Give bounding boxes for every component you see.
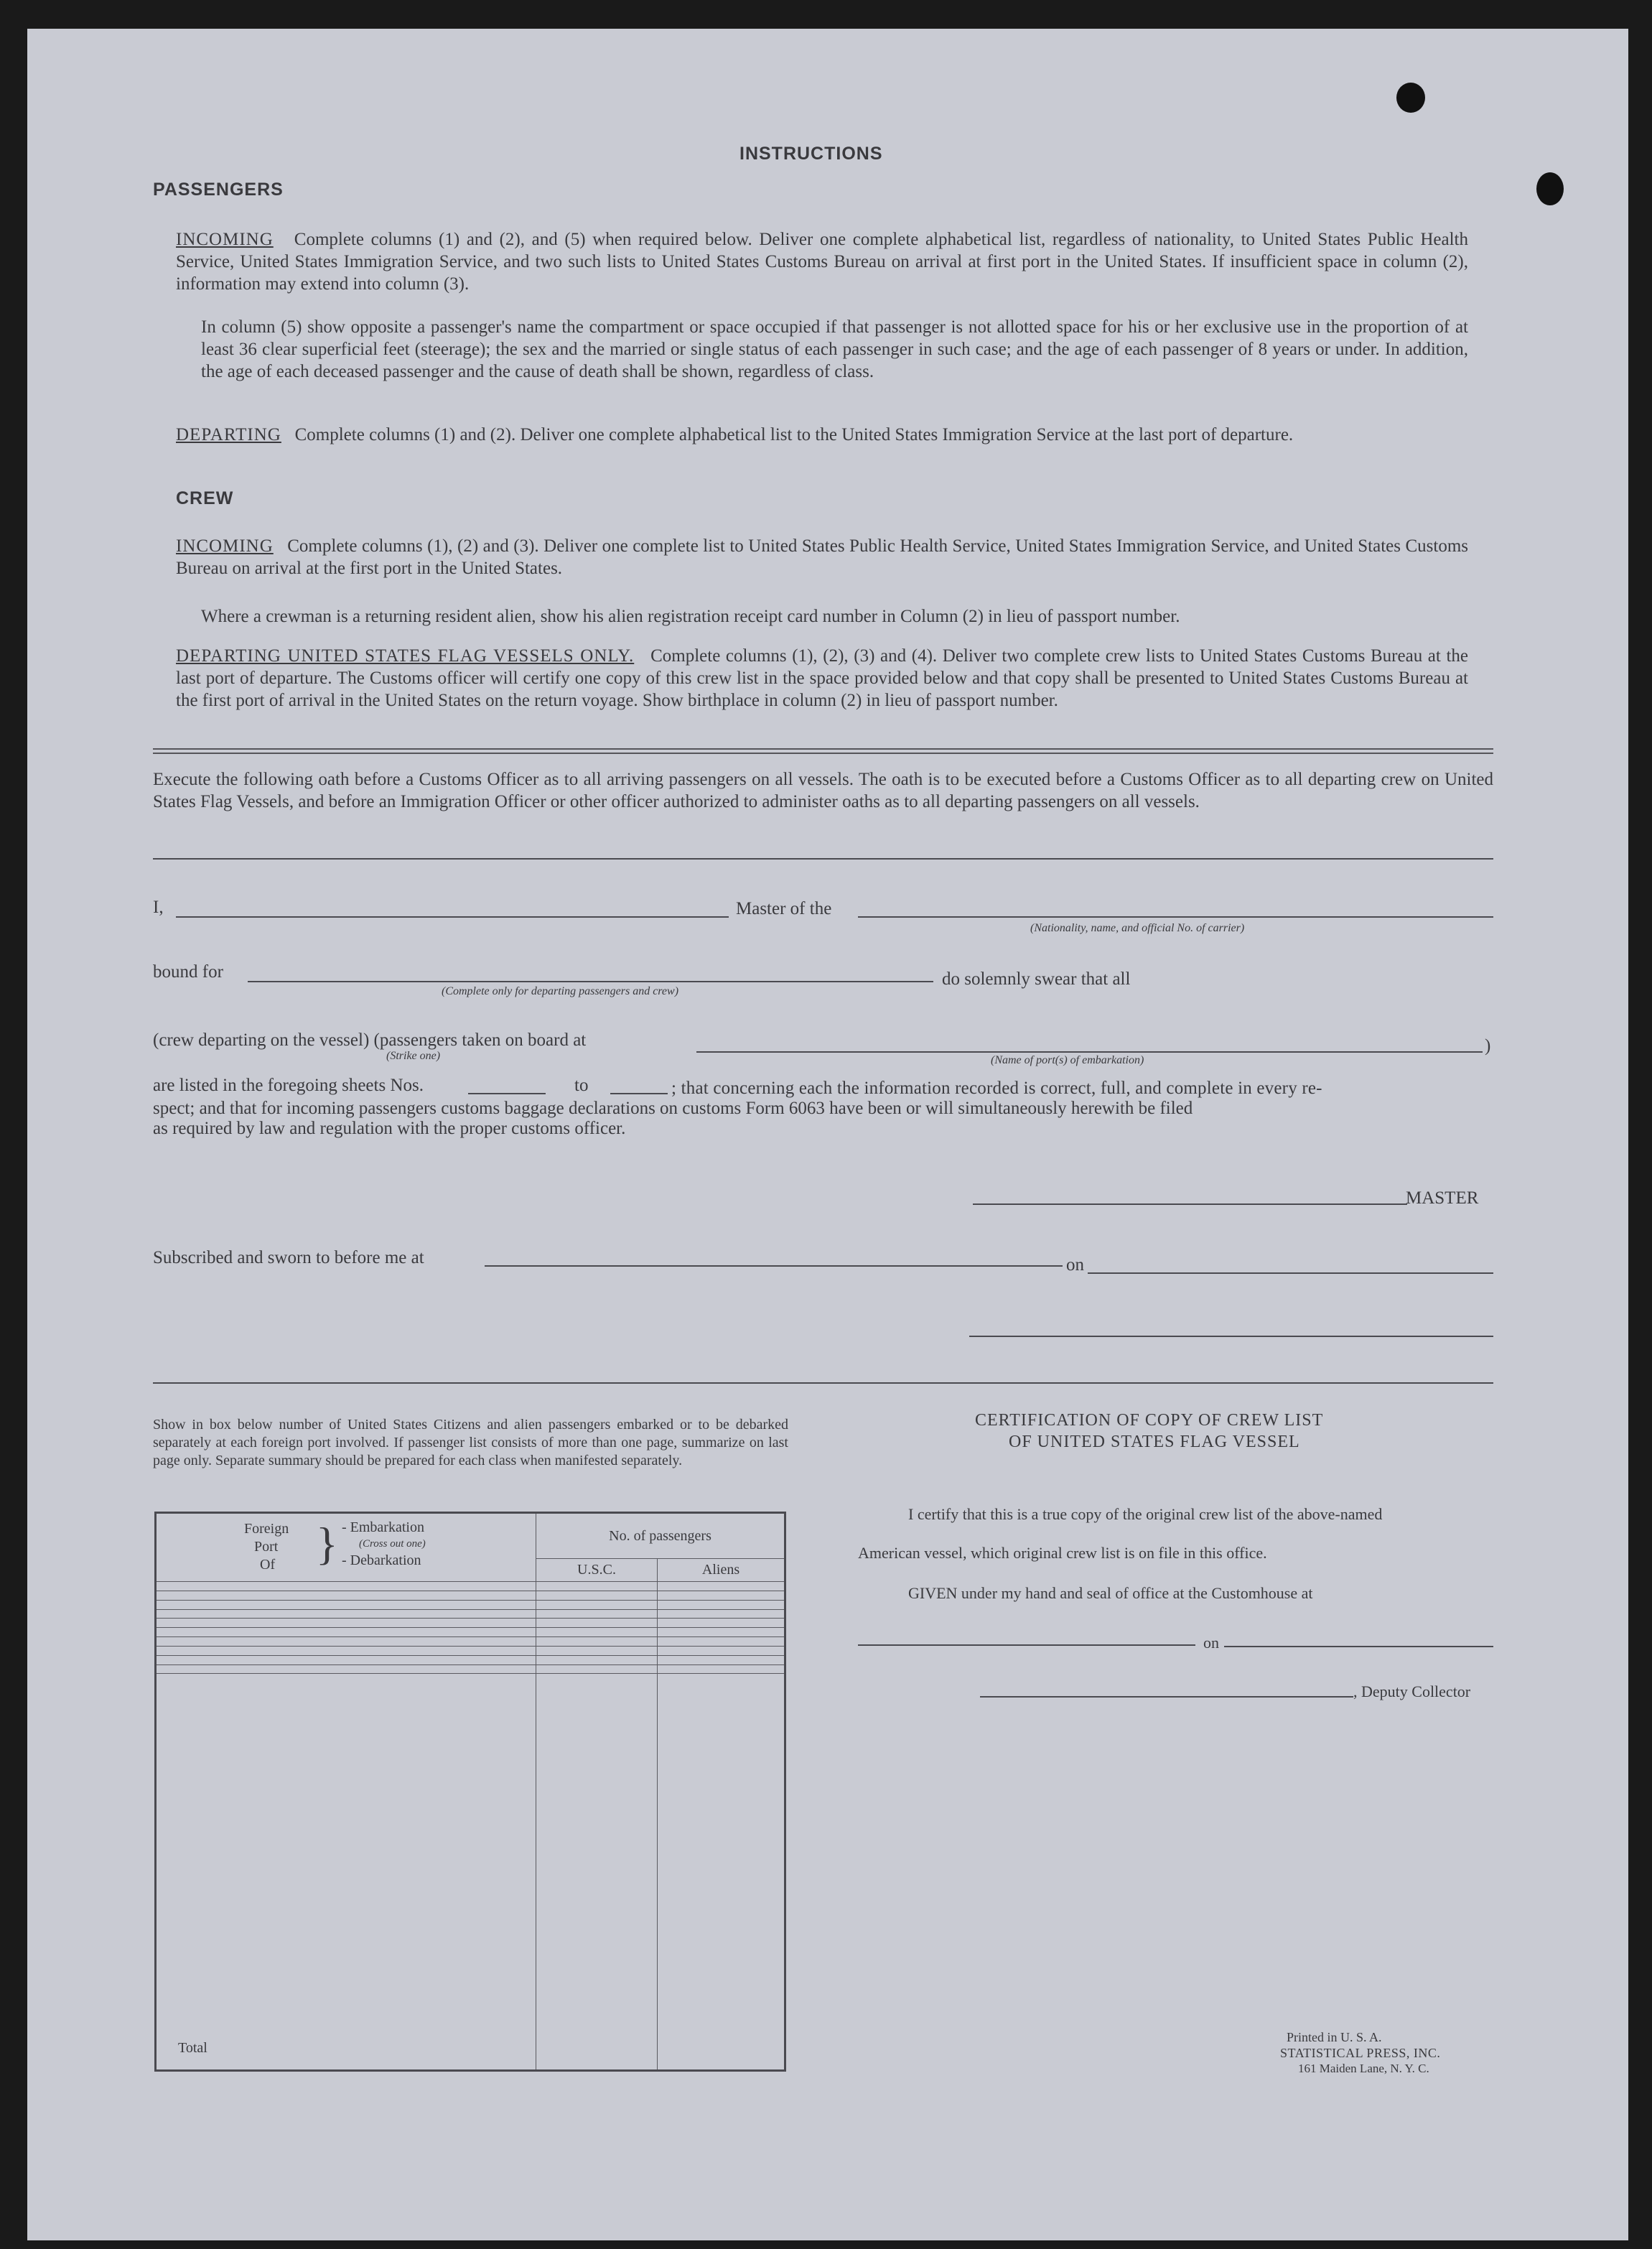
usc-cell[interactable] — [536, 1619, 658, 1628]
aliens-header: Aliens — [658, 1559, 785, 1582]
crew-departing-text: Complete columns (1), (2), (3) and (4). Deliver two complete crew lists to United States Customs Bureau at the last port of departure. The Customs officer will certify one copy of this crew list in the space provided below and that copy shall be presented to United States Customs Bureau at the first port of arrival in the United States on the return voyage. Show birthplace in column (2) in lieu of passport number. — [176, 646, 1469, 710]
usc-cell[interactable] — [536, 1609, 658, 1619]
aliens-cell[interactable] — [658, 1646, 785, 1655]
aliens-cell[interactable] — [658, 1582, 785, 1591]
total-aliens-cell[interactable] — [658, 1674, 785, 2071]
passengers-incoming-text: Complete columns (1) and (2), and (5) when required below. Deliver one complete alphabetical list, regardless of nationality, to United States Public Health Service, United States Immigration Service, and two such lists to United States Customs Bureau on arrival at first port in the United States. If insufficient space in column (2), information may extend into column (3). — [176, 230, 1468, 294]
instructions-title: INSTRUCTIONS — [739, 144, 883, 164]
usc-cell[interactable] — [536, 1646, 658, 1655]
certification-date-field[interactable] — [1224, 1646, 1493, 1647]
section-divider — [153, 748, 1493, 754]
cross-out-hint: (Cross out one) — [359, 1538, 426, 1550]
deputy-signature-field[interactable] — [980, 1696, 1353, 1698]
master-label: MASTER — [1406, 1188, 1479, 1208]
bound-for-hint: (Complete only for departing passengers and crew) — [442, 985, 679, 997]
listed-text-4: as required by law and regulation with the proper customs officer. — [153, 1119, 626, 1138]
port-cell[interactable] — [156, 1628, 536, 1637]
aliens-cell[interactable] — [658, 1655, 785, 1664]
col-port: Port — [254, 1539, 279, 1555]
strike-hint: (Strike one) — [386, 1050, 441, 1062]
crew-departing-lead: DEPARTING UNITED STATES FLAG VESSELS ONLY. — [176, 646, 635, 666]
sheets-to-field[interactable] — [610, 1093, 668, 1094]
subscribed-date-field[interactable] — [1088, 1272, 1493, 1274]
master-name-field[interactable] — [176, 916, 729, 918]
bound-for-label: bound for — [153, 962, 223, 982]
close-paren: ) — [1485, 1036, 1491, 1056]
usc-cell[interactable] — [536, 1637, 658, 1647]
aliens-cell[interactable] — [658, 1637, 785, 1647]
usc-cell[interactable] — [536, 1591, 658, 1600]
certification-title-1: CERTIFICATION OF COPY OF CREW LIST — [975, 1411, 1324, 1430]
debarkation-label: - Debarkation — [342, 1552, 421, 1568]
printer-line-2: STATISTICAL PRESS, INC. — [1280, 2046, 1441, 2060]
usc-cell[interactable] — [536, 1655, 658, 1664]
subscribed-place-field[interactable] — [485, 1265, 1063, 1267]
passenger-summary-table — [154, 1512, 786, 2072]
ink-blot — [1396, 83, 1425, 113]
master-of-label: Master of the — [736, 899, 832, 918]
crew-departing-label: (crew departing on the vessel) (passengers taken on board at — [153, 1030, 587, 1050]
port-cell[interactable] — [156, 1582, 536, 1591]
passengers-departing-paragraph — [176, 424, 1468, 446]
passengers-header: No. of passengers — [536, 1513, 785, 1559]
printer-line-1: Printed in U. S. A. — [1287, 2030, 1382, 2044]
port-cell[interactable] — [156, 1655, 536, 1664]
master-signature-field[interactable] — [973, 1203, 1407, 1205]
port-cell[interactable] — [156, 1619, 536, 1628]
crew-incoming-paragraph — [176, 535, 1468, 579]
certification-on-label: on — [1203, 1634, 1219, 1652]
officer-signature-field[interactable] — [969, 1336, 1493, 1337]
summary-instructions: Show in box below number of United States Citizens and alien passengers embarked or to be debarked separately at each foreign port involved. If passenger list consists of more than one page, summarize on last page only. Separate summary should be prepared for each class when manifested separately. — [153, 1417, 788, 1468]
aliens-cell[interactable] — [658, 1609, 785, 1619]
crew-incoming-text: Complete columns (1), (2) and (3). Deliver one complete list to United States Public Health Service, United States Immigration Service, and United States Customs Bureau on arrival at the first port in the United States. — [176, 536, 1468, 578]
port-cell[interactable] — [156, 1637, 536, 1647]
swear-label: do solemnly swear that all — [942, 969, 1131, 989]
aliens-cell[interactable] — [658, 1600, 785, 1609]
passengers-heading: PASSENGERS — [153, 180, 284, 200]
usc-cell[interactable] — [536, 1628, 658, 1637]
sheets-from-field[interactable] — [468, 1093, 546, 1094]
carrier-field[interactable] — [858, 916, 1493, 918]
listed-to: to — [574, 1076, 589, 1095]
ink-blot — [1536, 172, 1564, 205]
printer-line-3: 161 Maiden Lane, N. Y. C. — [1298, 2062, 1429, 2075]
total-cell — [156, 1674, 536, 2071]
total-label: Total — [178, 2040, 207, 2056]
divider-line — [153, 1382, 1493, 1384]
aliens-cell[interactable] — [658, 1628, 785, 1637]
total-usc-cell[interactable] — [536, 1674, 658, 2071]
brace-icon: } — [316, 1518, 338, 1569]
certification-title-2: OF UNITED STATES FLAG VESSEL — [1009, 1433, 1300, 1451]
ports-hint: (Name of port(s) of embarkation) — [991, 1054, 1144, 1066]
given-text: GIVEN under my hand and seal of office at the Customhouse at — [908, 1584, 1313, 1602]
passengers-departing-lead: DEPARTING — [176, 425, 281, 444]
subscribed-label: Subscribed and sworn to before me at — [153, 1248, 424, 1267]
listed-text-2: ; that concerning each the information recorded is correct, full, and complete in every re- — [671, 1079, 1322, 1098]
bound-for-field[interactable] — [248, 981, 933, 982]
usc-cell[interactable] — [536, 1600, 658, 1609]
crew-resident-text: Where a crewman is a returning resident alien, show his alien registration receipt card number in Column (2) in lieu of passport number. — [201, 607, 1180, 626]
passengers-departing-text: Complete columns (1) and (2). Deliver one complete alphabetical list to the United States Immigration Service at the last port of departure. — [294, 425, 1294, 444]
certify-text-1: I certify that this is a true copy of the original crew list of the above-named — [908, 1505, 1383, 1523]
port-cell[interactable] — [156, 1664, 536, 1674]
port-cell[interactable] — [156, 1591, 536, 1600]
customhouse-field[interactable] — [858, 1644, 1195, 1646]
usc-header: U.S.C. — [536, 1559, 658, 1582]
carrier-hint: (Nationality, name, and official No. of carrier) — [1030, 922, 1245, 934]
crew-departing-paragraph — [176, 645, 1468, 712]
port-cell[interactable] — [156, 1600, 536, 1609]
port-cell[interactable] — [156, 1646, 536, 1655]
aliens-cell[interactable] — [658, 1664, 785, 1674]
usc-cell[interactable] — [536, 1664, 658, 1674]
usc-cell[interactable] — [536, 1582, 658, 1591]
passengers-incoming-lead: INCOMING — [176, 230, 274, 249]
embarkation-ports-field[interactable] — [696, 1051, 1483, 1053]
listed-text-1: are listed in the foregoing sheets Nos. — [153, 1076, 424, 1095]
passengers-incoming-paragraph — [176, 228, 1468, 295]
crew-heading: CREW — [176, 488, 234, 508]
embarkation-label: - Embarkation — [342, 1519, 424, 1535]
aliens-cell[interactable] — [658, 1591, 785, 1600]
col-foreign: Foreign — [244, 1521, 289, 1537]
oath-intro: Execute the following oath before a Customs Officer as to all arriving passengers on all vessels. The oath is to be executed before a Customs Officer as to all departing crew on United States Flag Vessels, and before an Immigration Officer or other officer authorized to administer oaths as to all departing passengers on all vessels. — [153, 770, 1493, 811]
crew-incoming-lead: INCOMING — [176, 536, 274, 556]
divider-line — [153, 858, 1493, 860]
deputy-collector-label: , Deputy Collector — [1353, 1682, 1471, 1700]
port-cell[interactable] — [156, 1609, 536, 1619]
i-label: I, — [153, 898, 164, 917]
subscribed-on-label: on — [1066, 1255, 1084, 1275]
port-header-cell — [156, 1513, 536, 1582]
col-of: Of — [260, 1557, 276, 1573]
aliens-cell[interactable] — [658, 1619, 785, 1628]
certify-text-2: American vessel, which original crew list is on file in this office. — [858, 1544, 1267, 1562]
passengers-column5-text: In column (5) show opposite a passenger's name the compartment or space occupied if that passenger is not allotted space for his or her exclusive use in the proportion of at least 36 clear superficial feet (steerage); the sex and the married or single status of each passenger in such case; and the age of each passenger of 8 years or under. In addition, the age of each deceased passenger and the cause of death shall be shown, regardless of class. — [201, 317, 1468, 381]
listed-text-3: spect; and that for incoming passengers customs baggage declarations on customs Form 6063 have been or will simultaneously herewith be filed — [153, 1099, 1193, 1118]
